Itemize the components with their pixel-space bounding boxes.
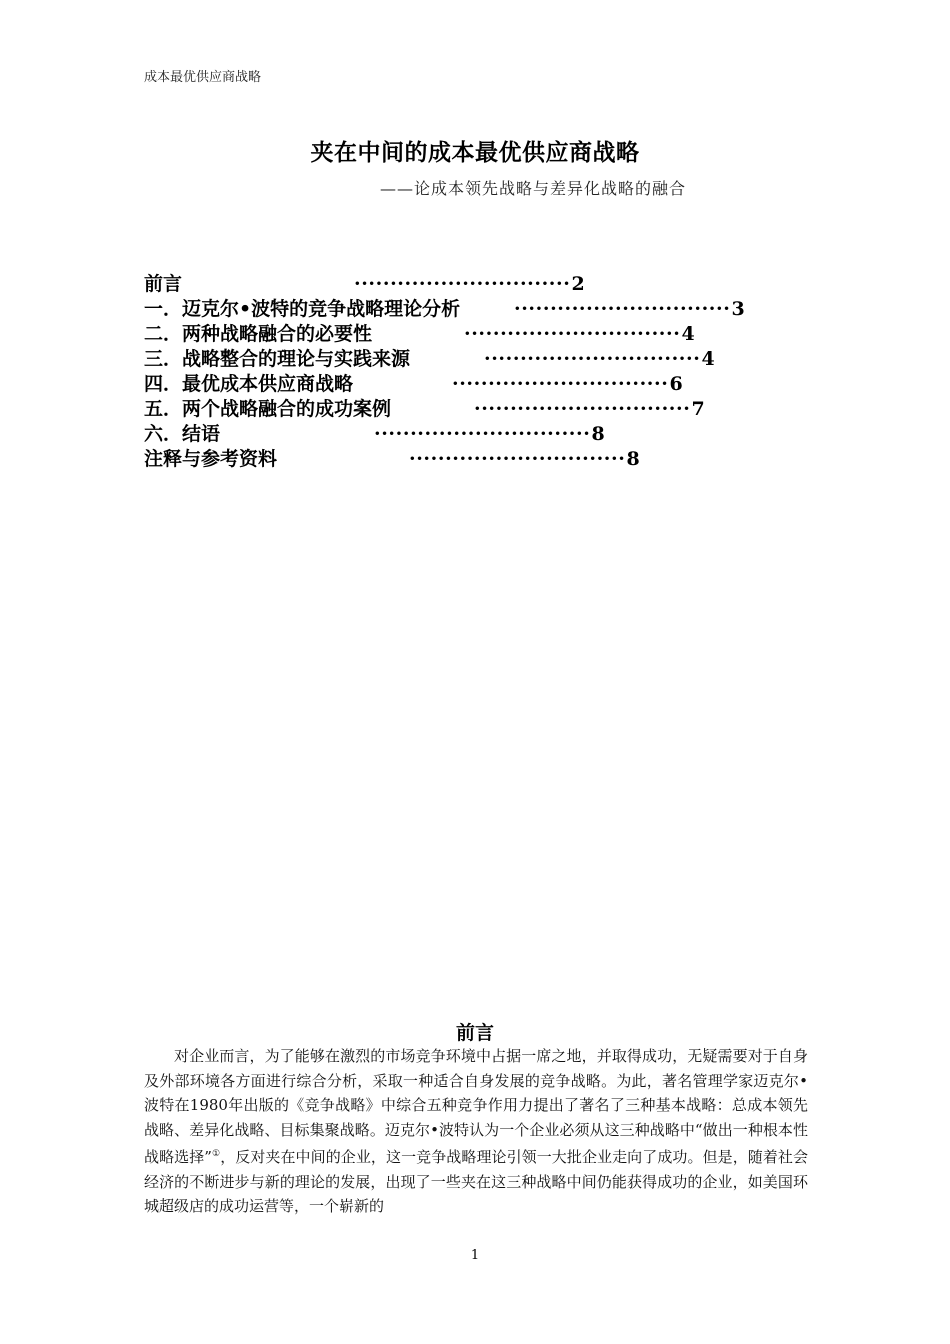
toc-entry-page: 3 xyxy=(731,298,746,320)
toc-entry-leader: ······························7 xyxy=(474,398,706,420)
toc-entry-label: 一．迈克尔•波特的竞争战略理论分析 xyxy=(144,298,461,320)
toc-entry-leader: ······························3 xyxy=(514,298,746,320)
toc-entry-label: 六．结语 xyxy=(144,423,221,445)
toc-entry-leader: ······························2 xyxy=(354,273,586,295)
footnote-marker[interactable]: ① xyxy=(211,1149,221,1159)
toc-entry-notes[interactable] xyxy=(144,447,844,472)
toc-entry-page: 6 xyxy=(669,373,684,395)
toc-entry-leader: ······························4 xyxy=(464,323,696,345)
toc-entry-label: 二．两种战略融合的必要性 xyxy=(144,323,373,345)
document-subtitle: ——论成本领先战略与差异化战略的融合 xyxy=(380,179,687,198)
toc-entry-leader: ······························6 xyxy=(452,373,684,395)
toc-entry-leader: ······························8 xyxy=(409,448,641,470)
table-of-contents xyxy=(144,272,844,472)
toc-entry-page: 7 xyxy=(691,398,706,420)
toc-entry-leader: ······························4 xyxy=(484,348,716,370)
page-number: 1 xyxy=(470,1248,480,1263)
toc-entry-label: 注释与参考资料 xyxy=(144,448,278,470)
toc-entry-3[interactable] xyxy=(144,347,844,372)
toc-entry-4[interactable] xyxy=(144,372,844,397)
toc-entry-page: 8 xyxy=(591,423,606,445)
toc-entry-page: 8 xyxy=(626,448,641,470)
toc-entry-label: 五．两个战略融合的成功案例 xyxy=(144,398,392,420)
body-text xyxy=(144,1044,808,1219)
body-paragraph: 对企业而言，为了能够在激烈的市场竞争环境中占据一席之地，并取得成功，无疑需要对于自身及外部环境各方面进行综合分析，采取一种适合自身发展的竞争战略。为此，著名管理学家迈克尔•波特在1980年出版的《竞争战略》中综合五种竞争作用力提出了著名了三种基本战略：总成本领先战略、差异化战略、目标集聚战略。迈克尔•波特认为一个企业必须从这三种战略中“做出一种根本性战略选择”①，反对夹在中间的企业，这一竞争战略理论引领一大批企业走向了成功。但是，随着社会经济的不断进步与新的理论的发展，出现了一些夹在这三种战略中间仍能获得成功的企业，如美国环城超级店的成功运营等，一个崭新的 xyxy=(144,1047,808,1215)
toc-entry-page: 4 xyxy=(701,348,716,370)
toc-entry-2[interactable] xyxy=(144,322,844,347)
toc-entry-page: 2 xyxy=(571,273,586,295)
toc-entry-label: 三．战略整合的理论与实践来源 xyxy=(144,348,411,370)
toc-entry-label: 四．最优成本供应商战略 xyxy=(144,373,354,395)
document-title: 夹在中间的成本最优供应商战略 xyxy=(310,139,640,166)
section-heading: 前言 xyxy=(455,1022,494,1044)
toc-entry-1[interactable] xyxy=(144,297,844,322)
toc-entry-preface[interactable] xyxy=(144,272,844,297)
toc-entry-5[interactable] xyxy=(144,397,844,422)
toc-entry-label: 前言 xyxy=(144,273,183,295)
toc-entry-leader: ······························8 xyxy=(374,423,606,445)
toc-entry-page: 4 xyxy=(681,323,696,345)
toc-entry-6[interactable] xyxy=(144,422,844,447)
running-header: 成本最优供应商战略 xyxy=(144,70,262,85)
